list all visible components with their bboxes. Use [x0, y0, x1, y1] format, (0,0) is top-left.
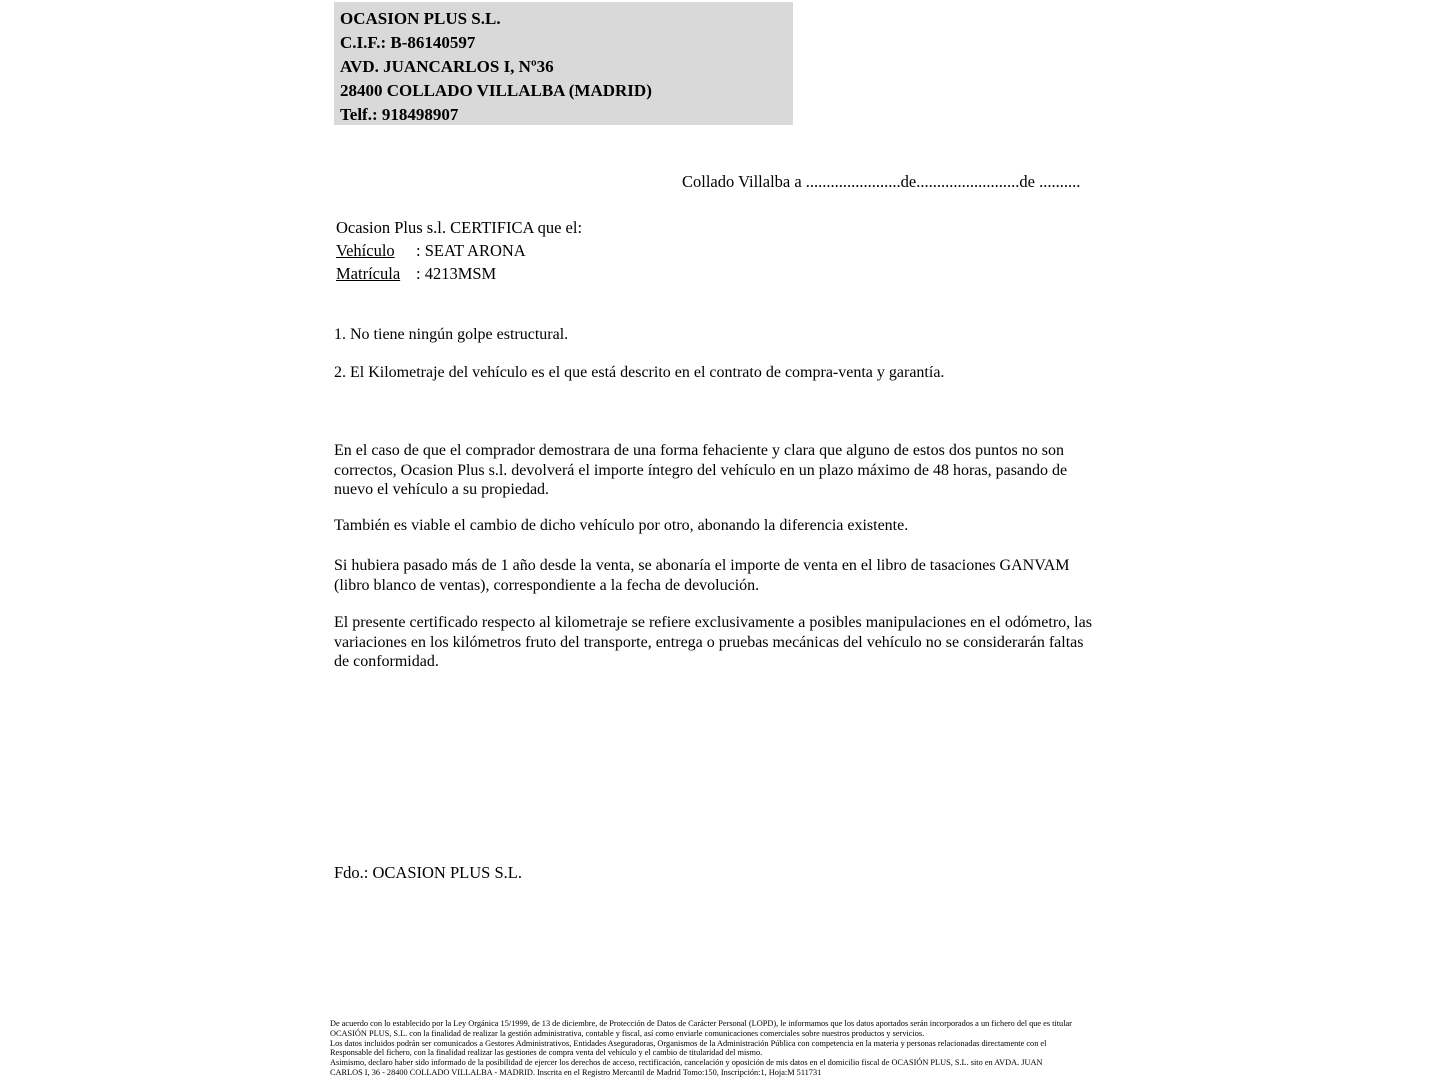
footer-line-5: Asimismo, declaro haber sido informado de la posibilidad de ejercer los derechos de acceso, rectificación, cancelación y oposición de mis datos en el domicilio fiscal de OCASIÓN PLUS, S.L. sito en AVDA. JUAN	[330, 1058, 1043, 1068]
company-phone: Telf.: 918498907	[340, 105, 459, 124]
paragraph-ganvam: Si hubiera pasado más de 1 año desde la venta, se abonaría el importe de venta en el libro de tasaciones GANVAM (libro blanco de ventas), correspondiente a la fecha de devolución.	[334, 557, 1070, 594]
paragraph-odometer-disclaimer: El presente certificado respecto al kilometraje se refiere exclusivamente a posibles manipulaciones en el odómetro, las variaciones en los kilómetros fruto del transporte, entrega o pruebas mecánicas del vehículo no se considerarán faltas de conformidad.	[334, 614, 1092, 670]
company-name: OCASION PLUS S.L.	[340, 9, 501, 28]
paragraph-exchange-option: También es viable el cambio de dicho vehículo por otro, abonando la diferencia existente.	[334, 517, 909, 534]
footer-line-1: De acuerdo con lo establecido por la Ley Orgánica 15/1999, de 13 de diciembre, de Protección de Datos de Carácter Personal (LOPD), le informamos que los datos aportados serán incorporados a un fichero del que es titular	[330, 1019, 1072, 1028]
plate-field	[336, 262, 582, 285]
footer-line-4: Responsable del fichero, con la finalidad realizar las gestiones de compra venta del vehículo y el cambio de titularidad del mismo.	[330, 1048, 763, 1058]
legal-footer	[330, 1019, 1120, 1078]
certify-block	[336, 216, 582, 285]
certify-point-2: 2. El Kilometraje del vehículo es el que está descrito en el contrato de compra-venta y garantía.	[334, 364, 945, 381]
plate-value: : 4213MSM	[416, 264, 497, 283]
plate-label: Matrícula	[336, 264, 401, 283]
vehicle-label: Vehículo	[336, 241, 395, 260]
date-line: Collado Villalba a .......................de.........................de ..........	[682, 172, 1081, 191]
signature-line: Fdo.: OCASION PLUS S.L.	[334, 863, 522, 882]
company-cif: C.I.F.: B-86140597	[340, 33, 476, 52]
certify-intro: Ocasion Plus s.l. CERTIFICA que el:	[336, 218, 583, 237]
footer-line-6: CARLOS I, 36 - 28400 COLLADO VILLALBA - MADRID. Inscrita en el Registro Mercantil de Madrid Tomo:150, Inscripción:1, Hoja:M 511731	[330, 1067, 822, 1077]
company-header-box	[334, 2, 793, 125]
footer-line-3: Los datos incluidos podrán ser comunicados a Gestores Administrativos, Entidades Aseguradoras, Organismos de la Administración Pública con competencia en la materia y personas relacionadas directamente con el	[330, 1038, 1047, 1048]
company-address: AVD. JUANCARLOS I, Nº36	[340, 57, 554, 76]
paragraph-refund-condition: En el caso de que el comprador demostrara de una forma fehaciente y clara que alguno de estos dos puntos no son correctos, Ocasion Plus s.l. devolverá el importe íntegro del vehículo en un plazo máximo de 48 horas, pasando de nuevo el vehículo a su propiedad.	[334, 442, 1068, 498]
company-city: 28400 COLLADO VILLALBA (MADRID)	[340, 81, 652, 100]
footer-line-2: OCASIÓN PLUS, S.L. con la finalidad de realizar la gestión administrativa, contable y fiscal, así como enviarle comunicaciones comerciales sobre nuestros productos y servicios.	[330, 1028, 925, 1038]
certify-point-1: 1. No tiene ningún golpe estructural.	[334, 326, 569, 343]
vehicle-field	[336, 239, 582, 262]
vehicle-value: : SEAT ARONA	[416, 241, 526, 260]
